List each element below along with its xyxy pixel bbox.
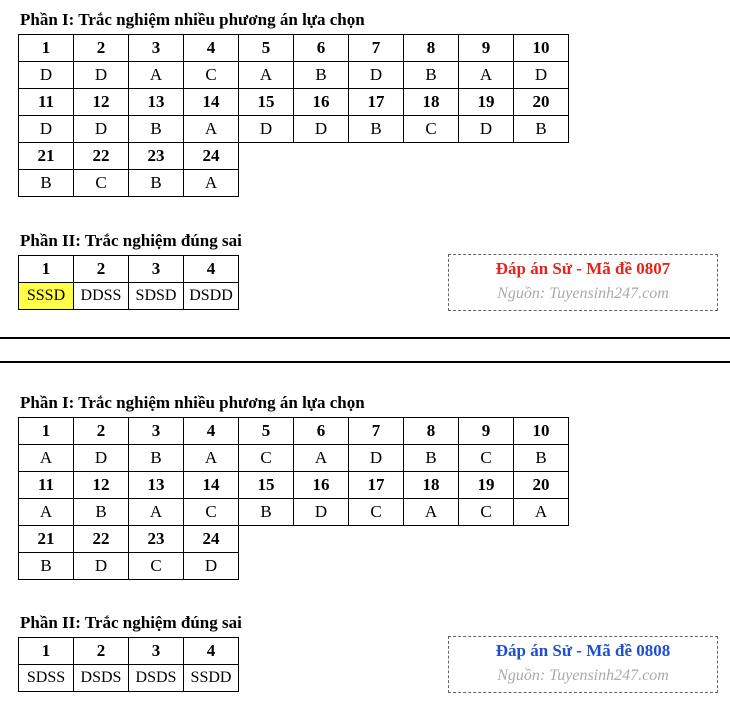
tf-question-number-cell: 4 xyxy=(184,256,239,283)
answer-cell: D xyxy=(349,62,404,89)
answer-cell: A xyxy=(459,62,514,89)
answer-cell: D xyxy=(19,116,74,143)
tf-header-row xyxy=(19,256,239,283)
answer-cell: D xyxy=(514,62,569,89)
tf-answer-table xyxy=(18,637,239,692)
answer-cell: D xyxy=(294,116,349,143)
part2-title: Phần II: Trắc nghiệm đúng sai xyxy=(20,231,242,250)
question-number-row xyxy=(19,89,569,116)
question-number-cell: 3 xyxy=(129,35,184,62)
part2-title: Phần II: Trắc nghiệm đúng sai xyxy=(20,613,242,632)
answer-cell: C xyxy=(404,116,459,143)
mc-answer-table xyxy=(18,417,569,580)
answer-cell: D xyxy=(74,445,129,472)
answer-cell: A xyxy=(184,445,239,472)
answer-row xyxy=(19,170,569,197)
question-number-cell: 5 xyxy=(239,418,294,445)
answer-cell: D xyxy=(74,62,129,89)
question-number-cell: 11 xyxy=(19,472,74,499)
question-number-cell: 15 xyxy=(239,472,294,499)
question-number-cell: 16 xyxy=(294,472,349,499)
question-number-cell: 14 xyxy=(184,89,239,116)
question-number-cell: 7 xyxy=(349,418,404,445)
answer-cell: C xyxy=(184,62,239,89)
answer-cell: D xyxy=(74,553,129,580)
question-number-cell: 2 xyxy=(74,35,129,62)
exam-code-box xyxy=(448,254,718,311)
answer-cell: C xyxy=(459,445,514,472)
tf-question-number-cell: 2 xyxy=(74,638,129,665)
question-number-cell: 19 xyxy=(459,472,514,499)
answer-cell: A xyxy=(184,170,239,197)
question-number-cell: 5 xyxy=(239,35,294,62)
question-number-cell: 18 xyxy=(404,472,459,499)
question-number-cell: 23 xyxy=(129,526,184,553)
tf-answer-cell: DSDS xyxy=(74,665,129,692)
question-number-row xyxy=(19,472,569,499)
question-number-cell: 9 xyxy=(459,35,514,62)
question-number-cell: 17 xyxy=(349,89,404,116)
answer-cell: B xyxy=(514,116,569,143)
question-number-cell: 19 xyxy=(459,89,514,116)
tf-answer-row xyxy=(19,283,239,310)
answer-cell: D xyxy=(239,116,294,143)
question-number-cell: 20 xyxy=(514,472,569,499)
tf-answer-cell: DSDS xyxy=(129,665,184,692)
question-number-cell: 11 xyxy=(19,89,74,116)
answer-cell: C xyxy=(74,170,129,197)
question-number-cell: 16 xyxy=(294,89,349,116)
question-number-cell: 8 xyxy=(404,418,459,445)
tf-header-row xyxy=(19,638,239,665)
question-number-cell: 13 xyxy=(129,472,184,499)
source-credit: Nguồn: Tuyensinh247.com xyxy=(497,667,669,684)
question-number-cell: 6 xyxy=(294,35,349,62)
answer-cell: A xyxy=(19,445,74,472)
answer-row xyxy=(19,499,569,526)
answer-cell: A xyxy=(239,62,294,89)
exam-code-title: Đáp án Sử - Mã đề 0807 xyxy=(495,259,671,278)
question-number-cell: 15 xyxy=(239,89,294,116)
tf-answer-table xyxy=(18,255,239,310)
question-number-cell: 18 xyxy=(404,89,459,116)
answer-cell: B xyxy=(294,62,349,89)
answer-cell: B xyxy=(19,553,74,580)
tf-answer-cell: SDSS xyxy=(19,665,74,692)
question-number-cell: 23 xyxy=(129,143,184,170)
answer-cell: B xyxy=(19,170,74,197)
answer-cell: C xyxy=(349,499,404,526)
answer-cell: A xyxy=(129,499,184,526)
answer-cell: D xyxy=(184,553,239,580)
answer-row xyxy=(19,445,569,472)
answer-cell: D xyxy=(294,499,349,526)
tf-question-number-cell: 3 xyxy=(129,256,184,283)
answer-cell: B xyxy=(129,445,184,472)
answer-cell: B xyxy=(129,116,184,143)
tf-answer-row xyxy=(19,665,239,692)
question-number-cell: 3 xyxy=(129,418,184,445)
tf-answer-cell: SSSD xyxy=(19,283,74,310)
question-number-cell: 4 xyxy=(184,35,239,62)
answer-row xyxy=(19,116,569,143)
answer-cell: A xyxy=(184,116,239,143)
answer-cell: A xyxy=(294,445,349,472)
question-number-cell: 24 xyxy=(184,526,239,553)
tf-answer-cell: SDSD xyxy=(129,283,184,310)
answer-cell: C xyxy=(239,445,294,472)
tf-question-number-cell: 2 xyxy=(74,256,129,283)
question-number-cell: 22 xyxy=(74,526,129,553)
answer-cell: A xyxy=(19,499,74,526)
tf-question-number-cell: 4 xyxy=(184,638,239,665)
tf-question-number-cell: 1 xyxy=(19,256,74,283)
question-number-cell: 12 xyxy=(74,89,129,116)
tf-answer-cell: SSDD xyxy=(184,665,239,692)
part1-title: Phần I: Trắc nghiệm nhiều phương án lựa chọn xyxy=(20,393,365,412)
question-number-cell: 17 xyxy=(349,472,404,499)
answer-row xyxy=(19,553,569,580)
answer-cell: D xyxy=(349,445,404,472)
answer-row xyxy=(19,62,569,89)
question-number-cell: 2 xyxy=(74,418,129,445)
question-number-cell: 10 xyxy=(514,35,569,62)
answer-cell: C xyxy=(459,499,514,526)
question-number-cell: 8 xyxy=(404,35,459,62)
question-number-cell: 24 xyxy=(184,143,239,170)
answer-cell: B xyxy=(239,499,294,526)
question-number-cell: 1 xyxy=(19,35,74,62)
answer-cell: D xyxy=(459,116,514,143)
answer-cell: C xyxy=(129,553,184,580)
exam-code-box xyxy=(448,636,718,693)
question-number-row xyxy=(19,35,569,62)
tf-answer-cell: DDSS xyxy=(74,283,129,310)
question-number-cell: 10 xyxy=(514,418,569,445)
answer-cell: B xyxy=(349,116,404,143)
question-number-cell: 6 xyxy=(294,418,349,445)
question-number-cell: 22 xyxy=(74,143,129,170)
answer-cell: B xyxy=(404,445,459,472)
question-number-cell: 7 xyxy=(349,35,404,62)
tf-question-number-cell: 3 xyxy=(129,638,184,665)
question-number-cell: 1 xyxy=(19,418,74,445)
exam-code-title: Đáp án Sử - Mã đề 0808 xyxy=(495,641,671,660)
part1-title: Phần I: Trắc nghiệm nhiều phương án lựa chọn xyxy=(20,10,365,29)
question-number-cell: 21 xyxy=(19,143,74,170)
answer-cell: C xyxy=(184,499,239,526)
answer-cell: A xyxy=(404,499,459,526)
answer-cell: B xyxy=(514,445,569,472)
question-number-cell: 9 xyxy=(459,418,514,445)
answer-cell: D xyxy=(19,62,74,89)
answer-cell: A xyxy=(514,499,569,526)
answer-cell: A xyxy=(129,62,184,89)
question-number-row xyxy=(19,143,569,170)
question-number-cell: 20 xyxy=(514,89,569,116)
separator-line xyxy=(0,361,730,363)
separator-line xyxy=(0,337,730,339)
question-number-cell: 13 xyxy=(129,89,184,116)
tf-answer-cell: DSDD xyxy=(184,283,239,310)
answer-cell: D xyxy=(74,116,129,143)
mc-answer-table xyxy=(18,34,569,197)
question-number-cell: 12 xyxy=(74,472,129,499)
question-number-cell: 21 xyxy=(19,526,74,553)
answer-cell: B xyxy=(404,62,459,89)
question-number-row xyxy=(19,418,569,445)
source-credit: Nguồn: Tuyensinh247.com xyxy=(497,285,669,302)
question-number-cell: 14 xyxy=(184,472,239,499)
tf-question-number-cell: 1 xyxy=(19,638,74,665)
question-number-cell: 4 xyxy=(184,418,239,445)
answer-cell: B xyxy=(129,170,184,197)
answer-cell: B xyxy=(74,499,129,526)
question-number-row xyxy=(19,526,569,553)
